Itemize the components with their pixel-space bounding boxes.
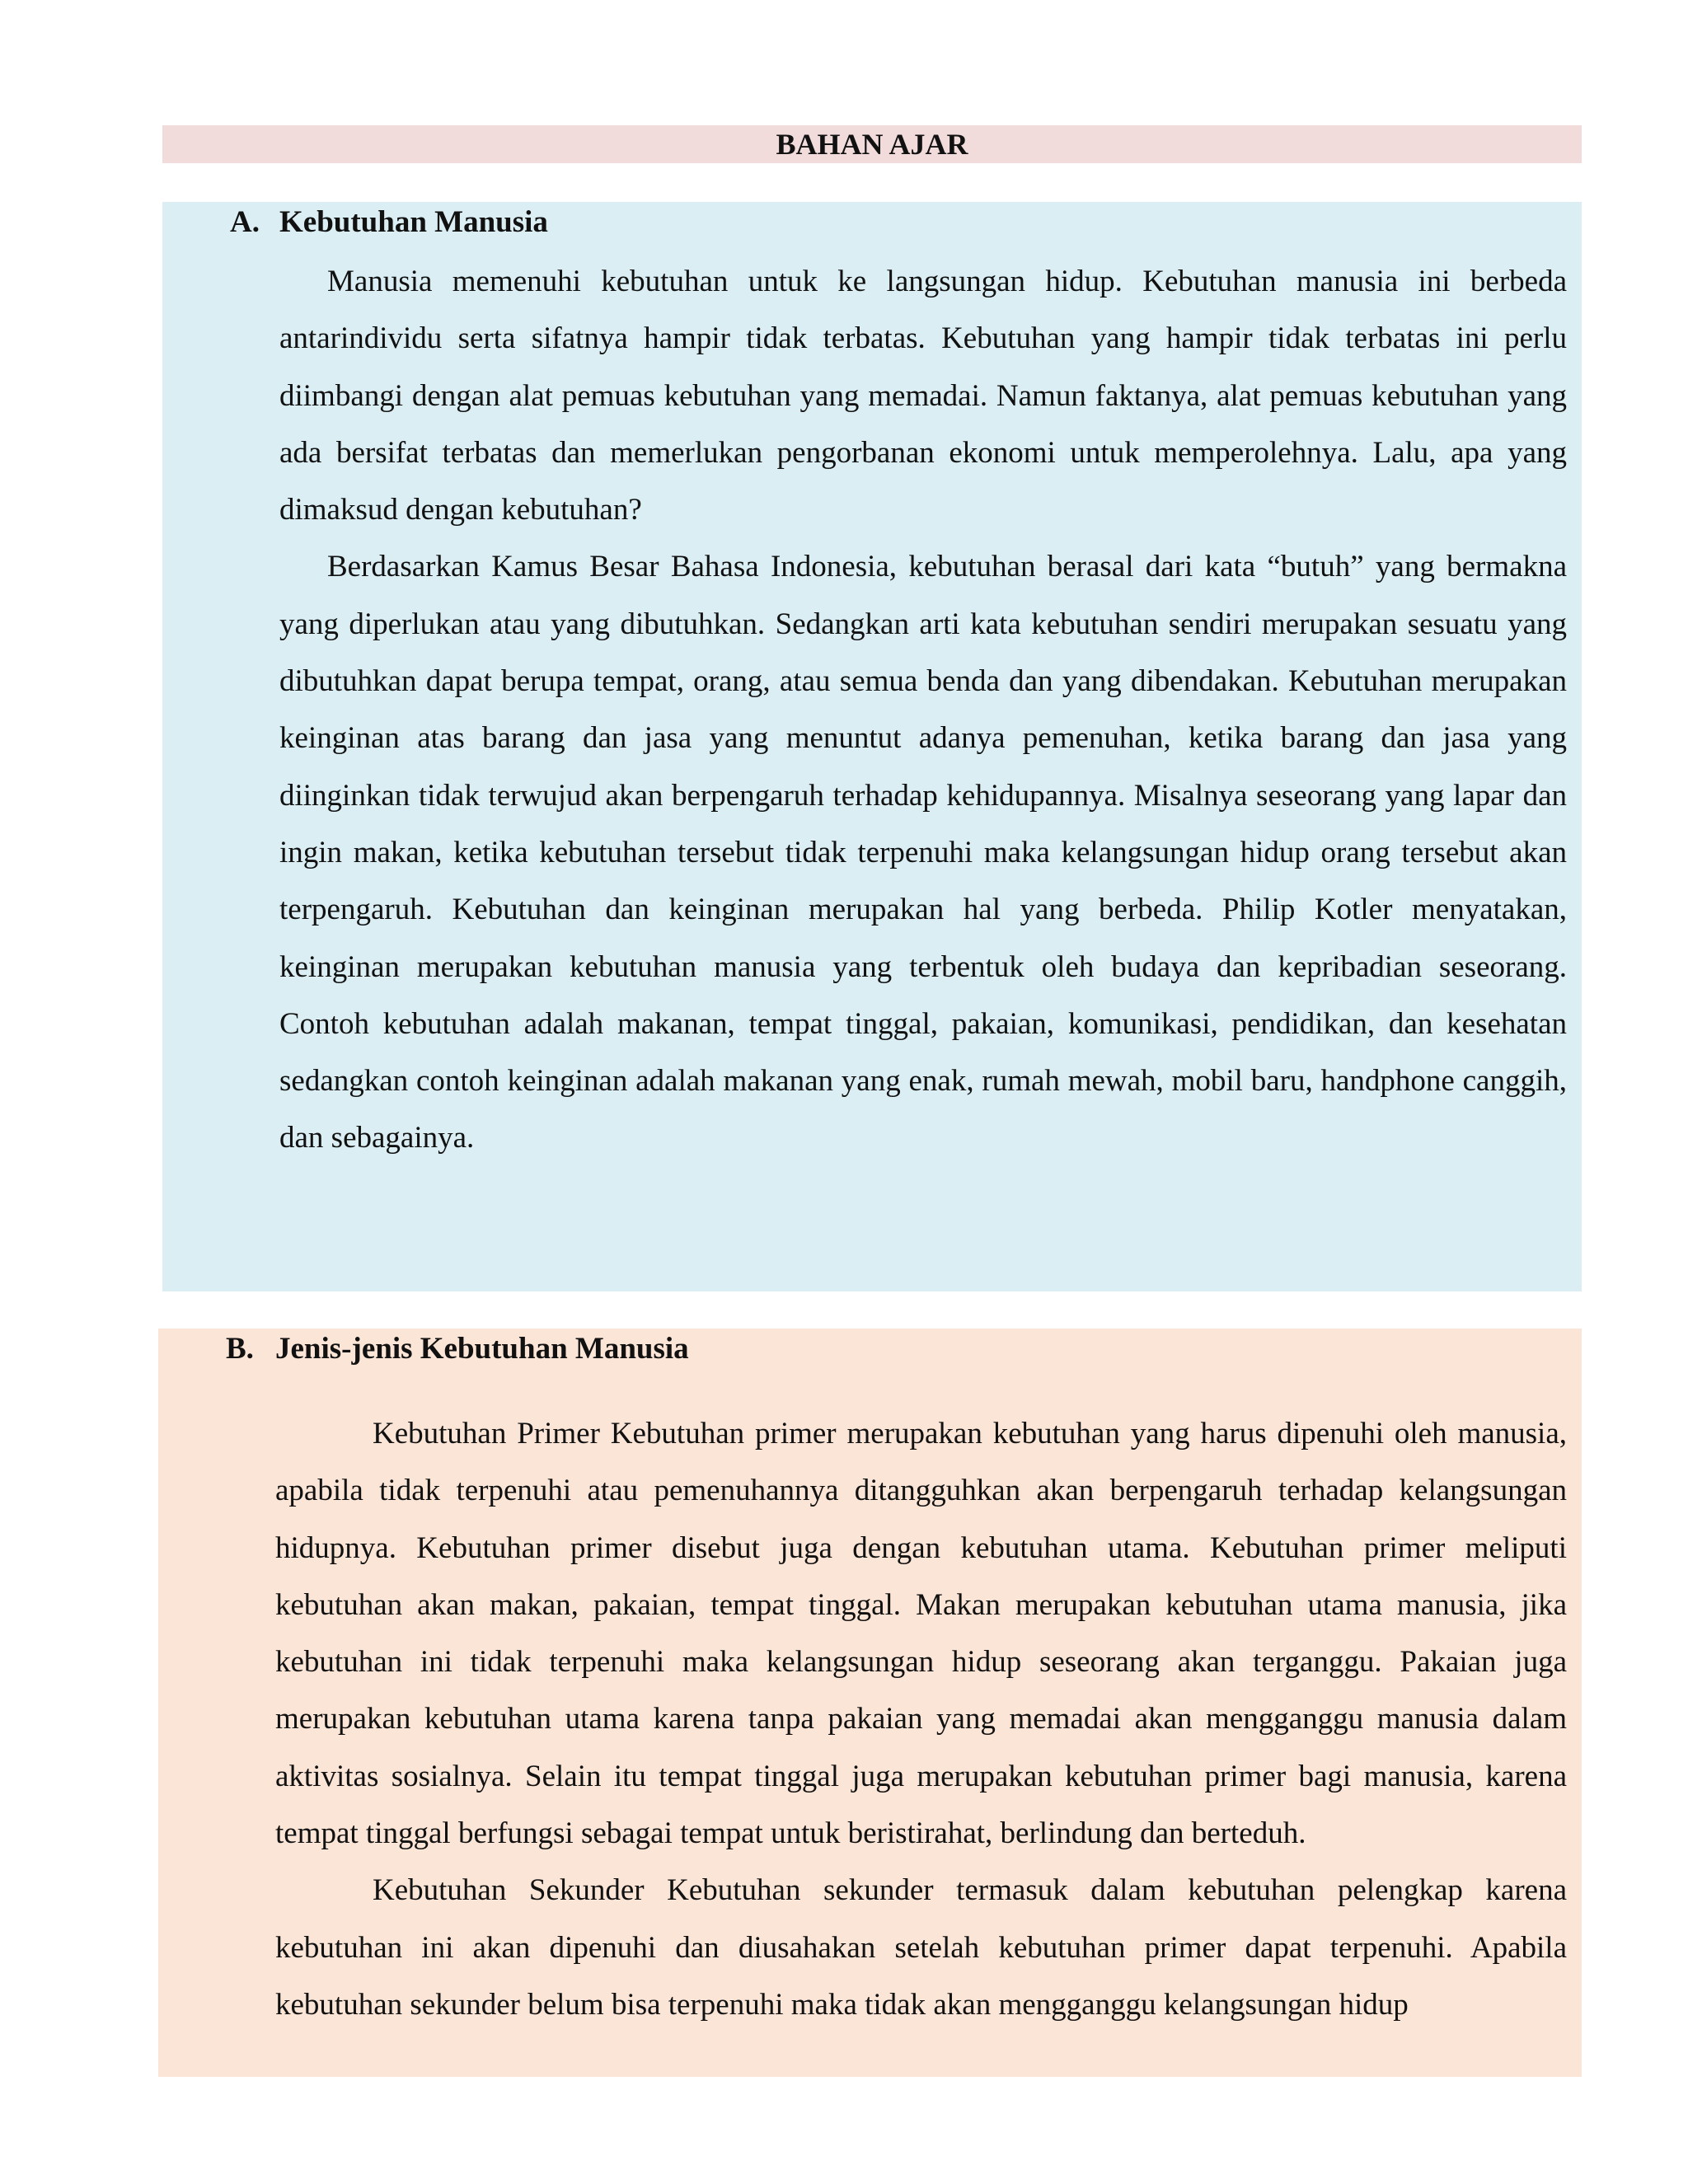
section-body (279, 253, 1567, 1167)
section-heading-text: Jenis-jenis Kebutuhan Manusia (275, 1332, 689, 1366)
section-letter: B. (226, 1332, 254, 1366)
section-letter: A. (230, 205, 260, 239)
paragraph: Kebutuhan Primer Kebutuhan primer merupakan kebutuhan yang harus dipenuhi oleh manusia, apabila tidak terpenuhi atau pemenuhannya ditangguhkan akan berpengaruh terhadap kelangsungan hidupnya. Kebutuhan primer disebut juga dengan kebutuhan utama. Kebutuhan primer meliputi kebutuhan akan makan, pakaian, tempat tinggal. Makan merupakan kebutuhan utama manusia, jika kebutuhan ini tidak terpenuhi maka kelangsungan hidup seseorang akan terganggu. Pakaian juga merupakan kebutuhan utama karena tanpa pakaian yang memadai akan mengganggu manusia dalam aktivitas sosialnya. Selain itu tempat tinggal juga merupakan kebutuhan primer bagi manusia, karena tempat tinggal berfungsi sebagai tempat untuk beristirahat, berlindung dan berteduh. (275, 1417, 1567, 1851)
document-title: BAHAN AJAR (162, 125, 1582, 163)
paragraph: Kebutuhan Sekunder Kebutuhan sekunder termasuk dalam kebutuhan pelengkap karena kebutuhan ini akan dipenuhi dan diusahakan setelah kebutuhan primer dapat terpenuhi. Apabila kebutuhan sekunder belum bisa terpenuhi maka tidak akan mengganggu kelangsungan hidup (275, 1873, 1567, 2022)
section-kebutuhan-manusia (162, 202, 1582, 1291)
section-heading-text: Kebutuhan Manusia (279, 205, 548, 239)
section-heading (230, 202, 548, 243)
paragraph: Berdasarkan Kamus Besar Bahasa Indonesia, kebutuhan berasal dari kata “butuh” yang bermakna yang diperlukan atau yang dibutuhkan. Sedangkan arti kata kebutuhan sendiri merupakan sesuatu yang dibutuhkan dapat berupa tempat, orang, atau semua benda dan yang dibendakan. Kebutuhan merupakan keinginan atas barang dan jasa yang menuntut adanya pemenuhan, ketika barang dan jasa yang diinginkan tidak terwujud akan berpengaruh terhadap kehidupannya. Misalnya seseorang yang lapar dan ingin makan, ketika kebutuhan tersebut tidak terpenuhi maka kelangsungan hidup orang tersebut akan terpengaruh. Kebutuhan dan keinginan merupakan hal yang berbeda. Philip Kotler menyatakan, keinginan merupakan kebutuhan manusia yang terbentuk oleh budaya dan kepribadian seseorang. Contoh kebutuhan adalah makanan, tempat tinggal, pakaian, komunikasi, pendidikan, dan kesehatan sedangkan contoh keinginan adalah makanan yang enak, rumah mewah, mobil baru, handphone canggih, dan sebagainya. (279, 550, 1567, 1155)
paragraph: Manusia memenuhi kebutuhan untuk ke langsungan hidup. Kebutuhan manusia ini berbeda antarindividu serta sifatnya hampir tidak terbatas. Kebutuhan yang hampir tidak terbatas ini perlu diimbangi dengan alat pemuas kebutuhan yang memadai. Namun faktanya, alat pemuas kebutuhan yang ada bersifat terbatas dan memerlukan pengorbanan ekonomi untuk memperolehnya. Lalu, apa yang dimaksud dengan kebutuhan? (279, 265, 1567, 527)
section-jenis-kebutuhan (158, 1329, 1582, 2077)
section-heading (226, 1329, 689, 1370)
section-body (275, 1405, 1567, 2033)
